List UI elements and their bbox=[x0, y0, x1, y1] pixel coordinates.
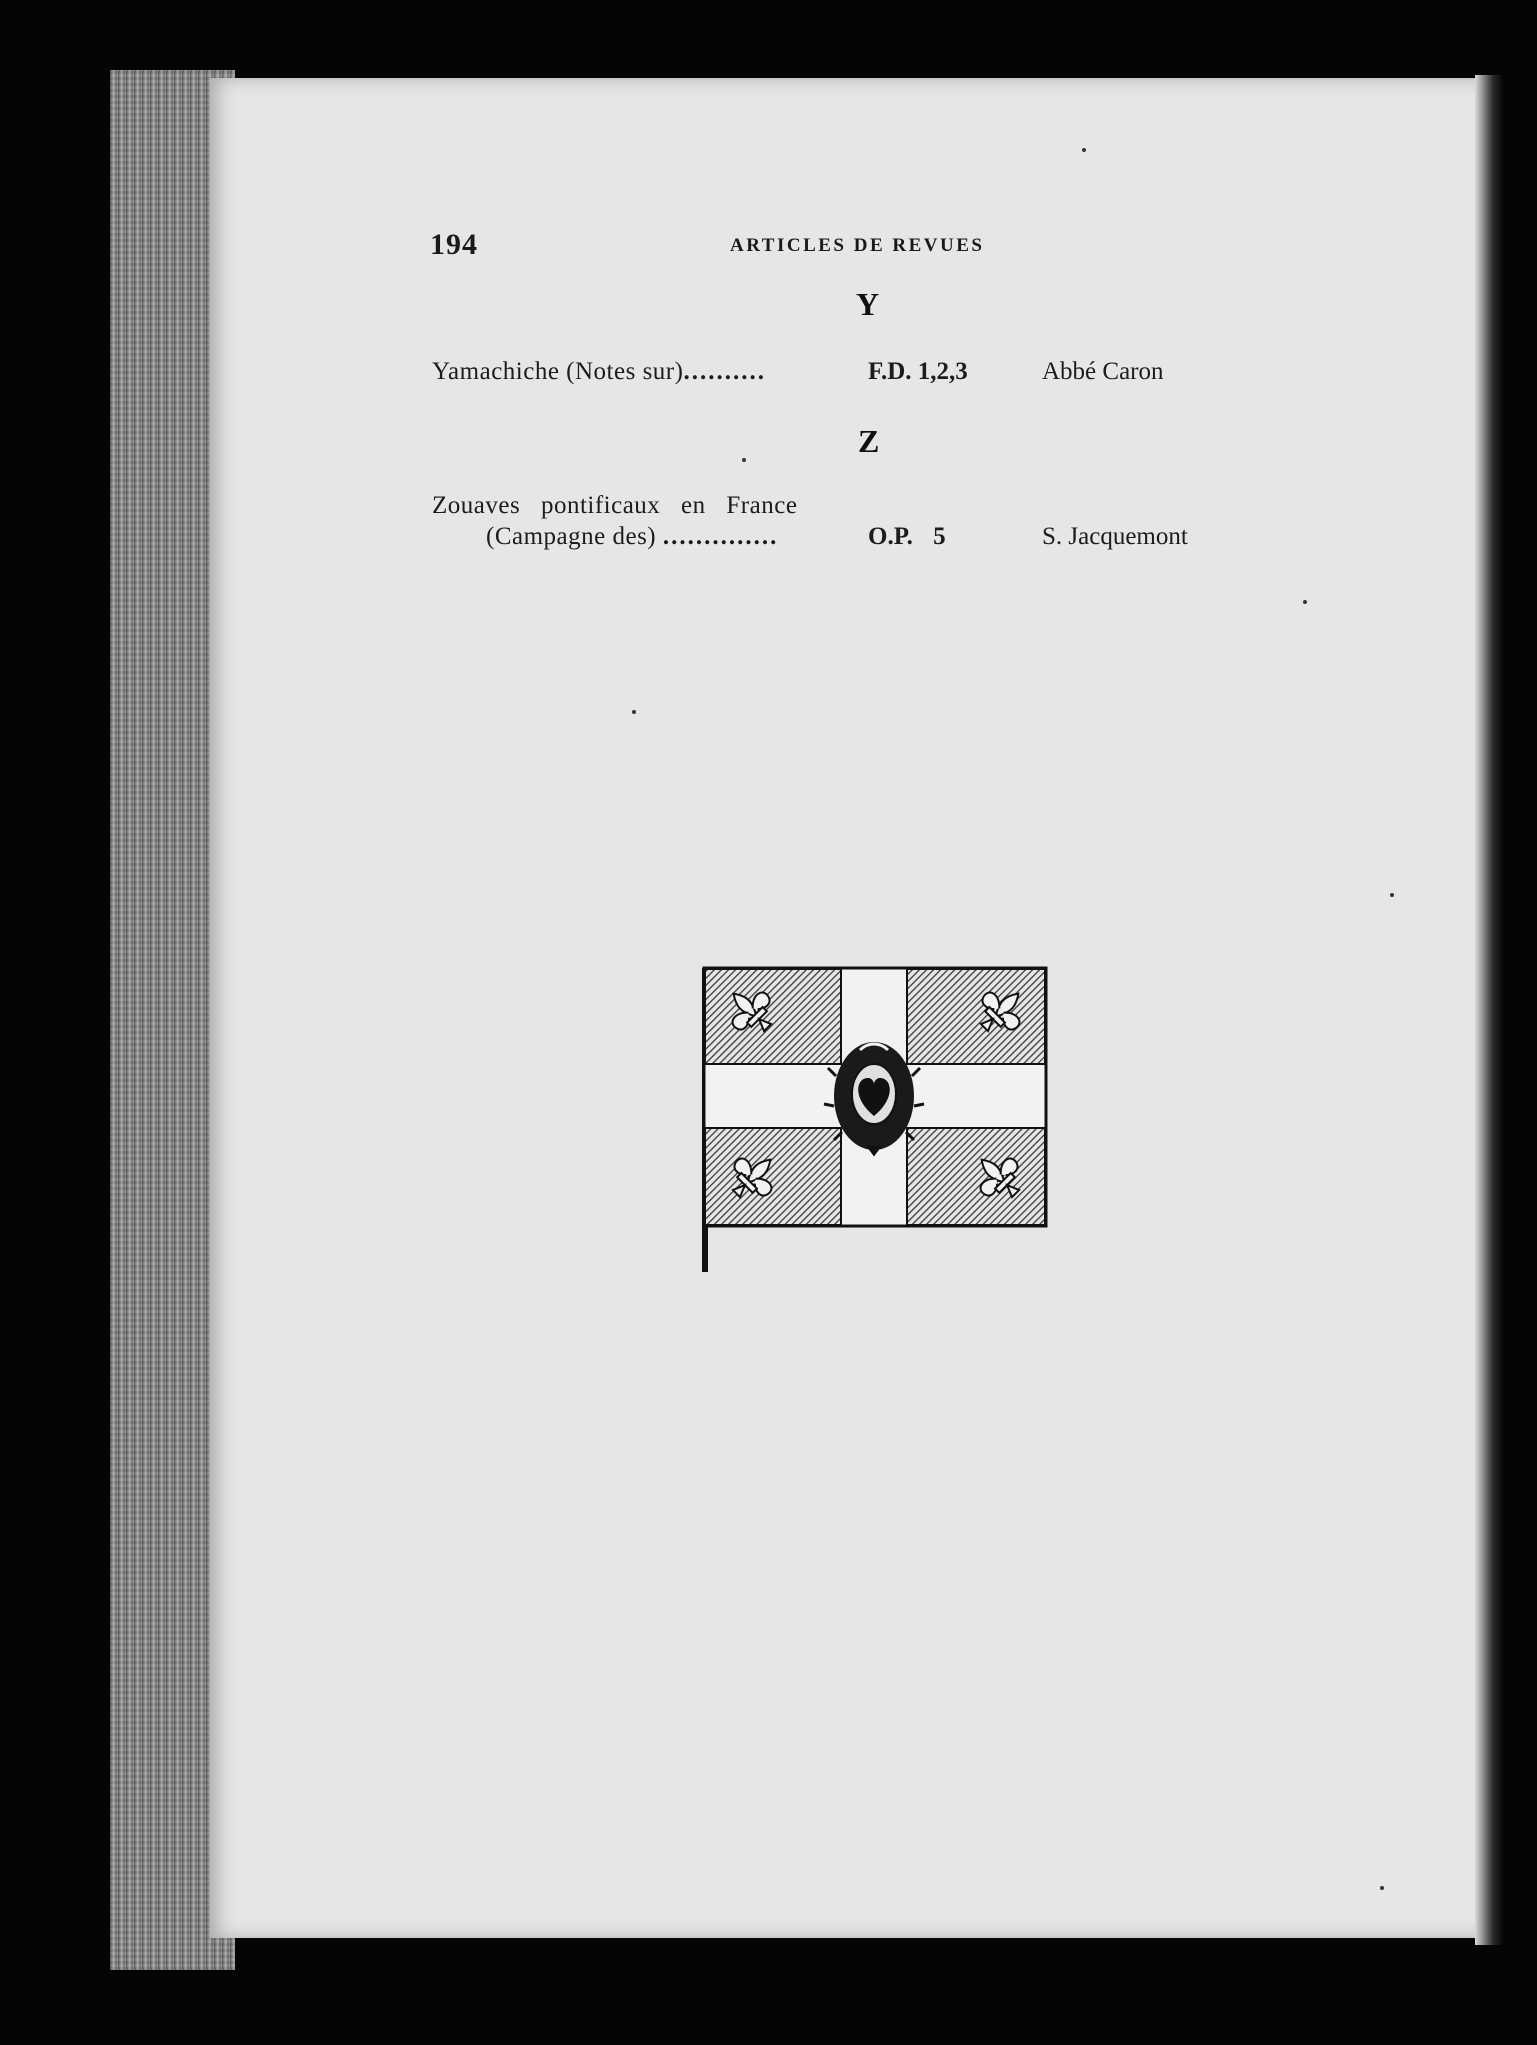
journal-abbreviation: O.P. bbox=[868, 523, 913, 550]
entry-reference bbox=[868, 358, 968, 386]
section-letter-z: Z bbox=[858, 423, 880, 459]
fleur-de-lis-flag-icon bbox=[700, 962, 1050, 1272]
page-number: 194 bbox=[430, 228, 478, 261]
entry-title-text: (Campagne des) bbox=[486, 523, 657, 550]
entry-title bbox=[432, 358, 766, 386]
entry-title-text: Yamachiche (Notes sur) bbox=[432, 358, 684, 385]
scan-speck bbox=[1390, 893, 1394, 897]
scan-speck bbox=[1082, 148, 1086, 152]
journal-abbreviation: F.D. bbox=[868, 358, 912, 385]
scan-speck bbox=[632, 710, 636, 714]
running-head bbox=[430, 228, 1030, 262]
page-gutter-shadow bbox=[1475, 75, 1505, 1945]
volume-numbers: 1,2,3 bbox=[917, 358, 968, 385]
entry-title-continued bbox=[486, 523, 778, 551]
scan-speck bbox=[1380, 1886, 1384, 1890]
entry-reference bbox=[868, 523, 946, 551]
page-header-title: ARTICLES DE REVUES bbox=[730, 235, 985, 256]
dot-leader: .............. bbox=[662, 523, 779, 550]
section-letter-y: Y bbox=[856, 286, 880, 322]
scan-speck bbox=[742, 458, 746, 462]
volume-numbers: 5 bbox=[933, 523, 946, 550]
entry-author: S. Jacquemont bbox=[1042, 523, 1188, 550]
entry-title: Zouaves pontificaux en France bbox=[432, 492, 798, 519]
dot-leader: .......... bbox=[683, 358, 766, 385]
scan-speck bbox=[1303, 600, 1307, 604]
entry-author: Abbé Caron bbox=[1042, 358, 1164, 385]
